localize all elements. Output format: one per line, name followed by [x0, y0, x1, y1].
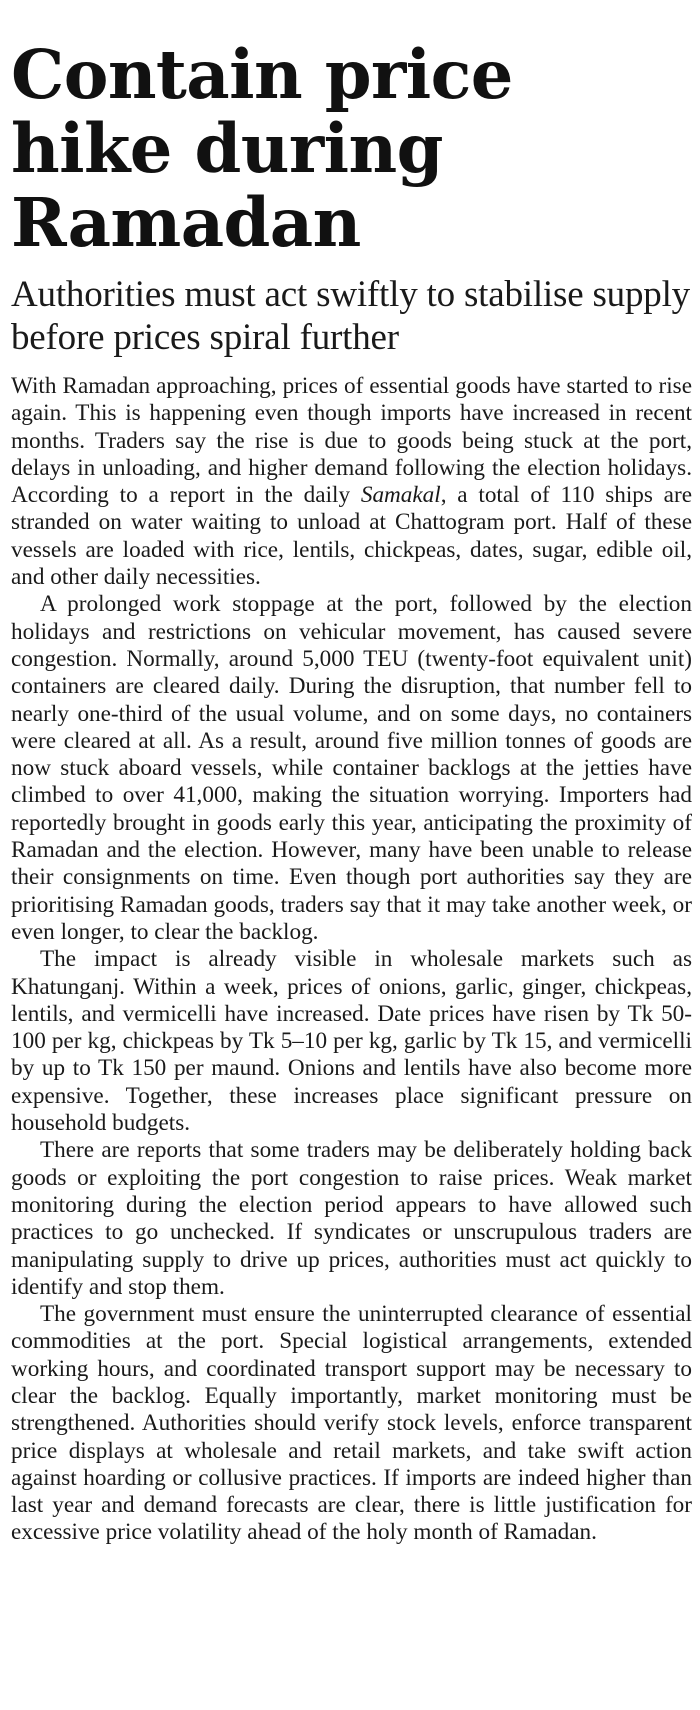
editorial-article: [11, 0, 692, 1547]
subheadline: Authorities must act swiftly to stabilise supply before prices spiral further: [11, 274, 690, 358]
body-paragraph-3: The impact is already visible in wholesale markets such as Khatunganj. Within a week, prices of onions, garlic, ginger, chickpeas, lentils, and vermicelli have increased. Date prices have risen by Tk 50-100 per kg, chickpeas by Tk 5–10 per kg, garlic by Tk 15, and vermicelli by up to Tk 150 per maund. Onions and lentils have also become more expensive. Together, these increases place significant pressure on household budgets.: [11, 946, 692, 1137]
article-body: [11, 373, 692, 1547]
headline: Contain price hike during Ramadan: [11, 35, 513, 262]
body-paragraph-4: There are reports that some traders may be deliberately holding back goods or exploiting the port congestion to raise prices. Weak market monitoring during the election period appears to have allowed such practices to go unchecked. If syndicates or unscrupulous traders are manipulating supply to drive up prices, authorities must act quickly to identify and stop them.: [11, 1137, 692, 1300]
body-paragraph-2: A prolonged work stoppage at the port, followed by the election holidays and restrictions on vehicular movement, has caused severe congestion. Normally, around 5,000 TEU (twenty-foot equivalent unit) containers are cleared daily. During the disruption, that number fell to nearly one-third of the usual volume, and on some days, no containers were cleared at all. As a result, around five million tonnes of goods are now stuck aboard vessels, while container backlogs at the jetties have climbed to over 41,000, making the situation worrying. Importers had reportedly brought in goods early this year, anticipating the proximity of Ramadan and the election. However, many have been unable to release their consignments on time. Even though port authorities say they are prioritising Ramadan goods, traders say that it may take another week, or even longer, to clear the backlog.: [11, 591, 692, 945]
newspaper-name: Samakal: [360, 482, 441, 509]
body-paragraph-5: The government must ensure the uninterrupted clearance of essential commodities at the port. Special logistical arrangements, extended working hours, and coordinated transport support may be necessary to clear the backlog. Equally importantly, market monitoring must be strengthened. Authorities should verify stock levels, enforce transparent price displays at wholesale and retail markets, and take swift action against hoarding or collusive practices. If imports are indeed higher than last year and demand forecasts are clear, there is little justification for excessive price volatility ahead of the holy month of Ramadan.: [11, 1301, 692, 1546]
paragraph-1-text-before: With Ramadan approaching, prices of essential goods have started to rise again. This is happening even though imports have increased in recent months. Traders say the rise is due to goods being stuck at the port, delays in unloading, and higher demand following the election holidays. According to a report in the daily: [11, 373, 692, 509]
body-paragraph-1: [11, 373, 692, 591]
paragraph-1-text-after: , a total of 110 ships are stranded on water waiting to unload at Chattogram port. Half of these vessels are loaded with rice, lentils, chickpeas, dates, sugar, edible oil, and other daily necessities.: [11, 482, 692, 591]
